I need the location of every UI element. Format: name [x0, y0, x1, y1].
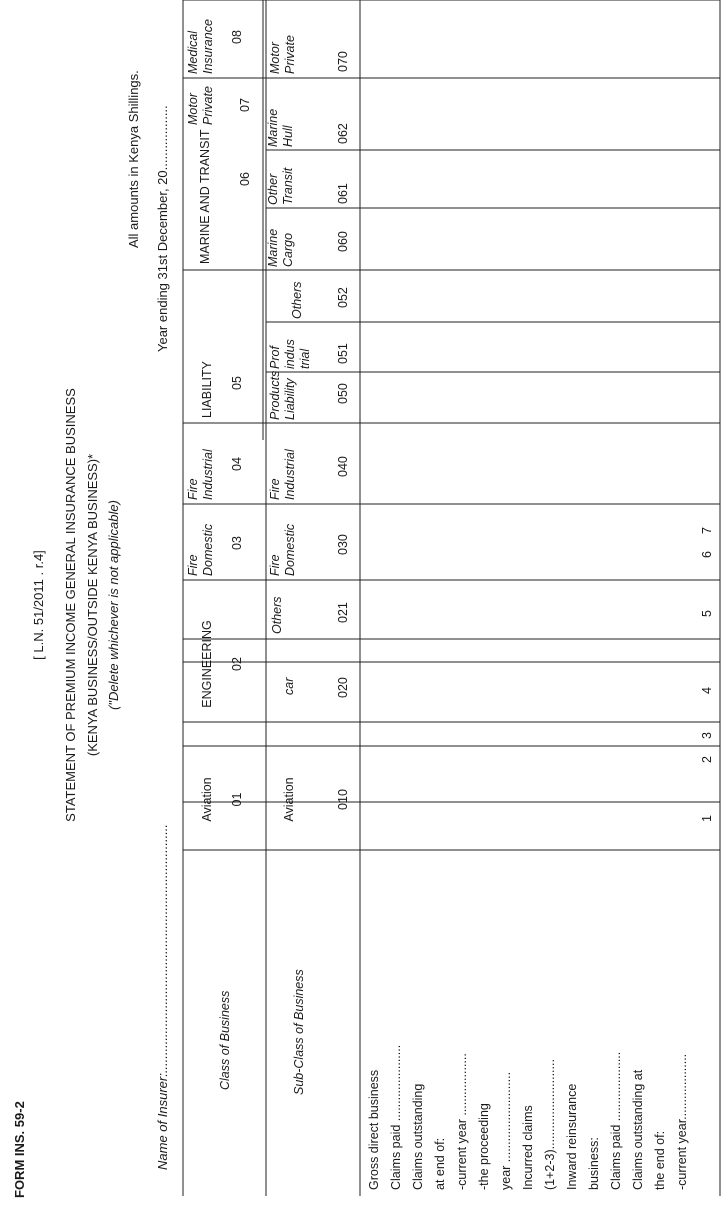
- row-label-13: the end of:: [653, 1130, 667, 1190]
- class-engineering: ENGINEERING: [200, 620, 214, 708]
- class-engineering-code: 02: [230, 657, 244, 671]
- class-liability-code: 05: [230, 376, 244, 390]
- subclass-products-liability: Products Liability: [268, 370, 297, 420]
- row-label-7: Incurred claims: [521, 1105, 535, 1190]
- subclass-fire-domestic: Fire Domestic: [268, 523, 297, 576]
- subclass-marine-hull-code: 062: [336, 123, 350, 144]
- row-label-2: Claims outstanding: [411, 1083, 425, 1190]
- subclass-car-code: 020: [336, 677, 350, 698]
- row-label-1: Claims paid ......................: [389, 1044, 403, 1190]
- subclass-car: car: [282, 677, 296, 695]
- form-subtitle: (KENYA BUSINESS/OUTSIDE KENYA BUSINESS)*: [85, 453, 100, 757]
- subclass-prof-industrial-code: 051: [336, 343, 350, 364]
- row-number-1: 1: [700, 815, 714, 822]
- row-label-10: business:: [587, 1137, 601, 1190]
- subclass-liability-others-code: 052: [336, 287, 350, 308]
- insurer-name-field: Name of Insurer:.....................................................................: [155, 823, 170, 1170]
- class-of-business-label: Class of Business: [218, 990, 232, 1090]
- class-fire-domestic: Fire Domestic: [186, 523, 215, 576]
- subclass-other-transit: Other Transit: [266, 167, 295, 205]
- subclass-fire-industrial: Fire Industrial: [268, 449, 297, 500]
- class-fire-industrial-code: 04: [230, 457, 244, 471]
- subclass-engineering-others: Others: [270, 596, 284, 634]
- row-number-5: 5: [700, 610, 714, 617]
- subclass-marine-cargo-code: 060: [336, 231, 350, 252]
- row-label-11: Claims paid ....................: [609, 1051, 623, 1190]
- year-ending: Year ending 31st December, 20..................: [155, 105, 170, 352]
- class-fire-domestic-code: 03: [230, 536, 244, 550]
- row-label-5: -the proceeding: [477, 1103, 491, 1190]
- row-number-7: 7: [700, 527, 714, 534]
- class-motor-private-code: 07: [238, 98, 252, 112]
- subclass-motor-private-code: 070: [336, 51, 350, 72]
- class-marine-transit-code: 06: [238, 172, 252, 186]
- class-motor-private: Motor Private: [186, 86, 215, 125]
- row-label-12: Claims outstanding at: [631, 1069, 645, 1190]
- subclass-of-business-label: Sub-Class of Business: [292, 969, 306, 1095]
- form-number: FORM INS. 59-2: [12, 1101, 27, 1198]
- class-liability: LIABILITY: [200, 361, 214, 418]
- class-aviation-code: 01: [230, 792, 244, 807]
- class-marine-transit: MARINE AND TRANSIT: [198, 129, 212, 264]
- row-number-2: 2: [700, 756, 714, 763]
- subclass-fire-industrial-code: 040: [336, 456, 350, 477]
- row-label-14: -current year...................: [675, 1053, 689, 1190]
- row-number-3: 3: [700, 732, 714, 739]
- class-medical-insurance-code: 08: [230, 30, 244, 44]
- subclass-other-transit-code: 061: [336, 183, 350, 204]
- subclass-engineering-others-code: 021: [336, 602, 350, 623]
- subclass-marine-cargo: Marine Cargo: [266, 228, 295, 267]
- row-label-3: at end of:: [433, 1137, 447, 1190]
- row-number-4: 4: [700, 687, 714, 694]
- class-fire-industrial: Fire Industrial: [186, 449, 215, 500]
- class-medical-insurance: Medical Insurance: [186, 19, 215, 74]
- subclass-marine-hull: Marine Hull: [266, 108, 295, 147]
- subclass-aviation-code: 010: [336, 789, 350, 810]
- row-label-9: Inward reinsurance: [565, 1083, 579, 1190]
- legal-notice: [ L.N. 51/2011 . r.4]: [31, 550, 46, 660]
- row-label-6: year ..........................: [499, 1071, 513, 1190]
- subclass-fire-domestic-code: 030: [336, 534, 350, 555]
- row-label-8: (1+2-3)..........................: [543, 1059, 557, 1190]
- subclass-motor-private: Motor Private: [268, 35, 297, 74]
- class-aviation: Aviation: [200, 777, 214, 822]
- row-number-6: 6: [700, 551, 714, 558]
- subclass-prof-industrial: Prof indus trial: [268, 339, 312, 369]
- form-note: ("Delete whichever is not applicable): [106, 500, 121, 710]
- form-title: STATEMENT OF PREMIUM INCOME GENERAL INSURANCE BUSINESS: [63, 388, 78, 822]
- row-label-0: Gross direct business: [367, 1069, 381, 1190]
- subclass-liability-others: Others: [290, 281, 304, 319]
- subclass-products-liability-code: 050: [336, 383, 350, 404]
- row-label-4: -current year ..................: [455, 1053, 469, 1190]
- subclass-aviation: Aviation: [282, 777, 296, 822]
- amounts-note: All amounts in Kenya Shillings.: [126, 70, 141, 248]
